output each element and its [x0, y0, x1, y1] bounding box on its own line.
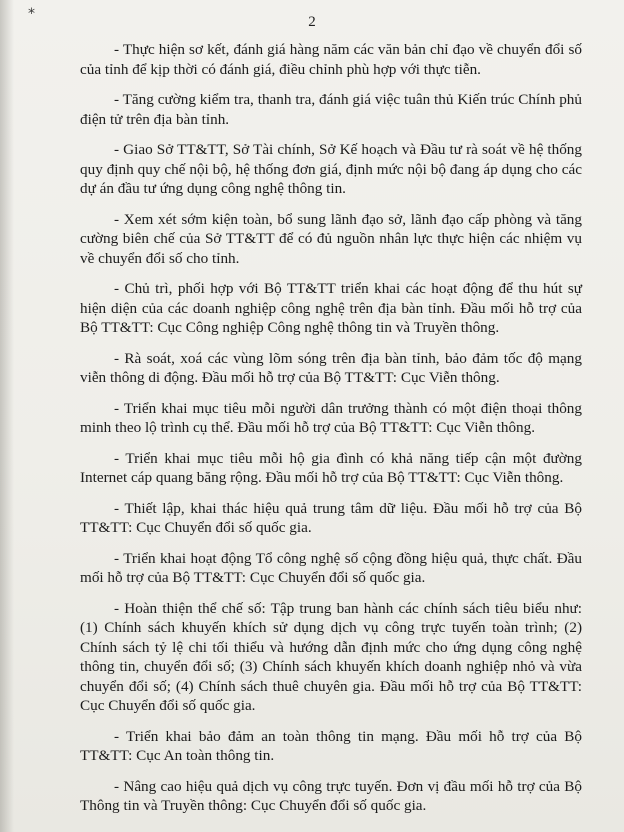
document-body	[80, 40, 582, 827]
paragraph: - Tăng cường kiểm tra, thanh tra, đánh giá việc tuân thủ Kiến trúc Chính phủ điện tử trên địa bàn tỉnh.	[80, 91, 582, 128]
paragraph: - Triển khai bảo đảm an toàn thông tin mạng. Đầu mối hỗ trợ của Bộ TT&TT: Cục An toàn thông tin.	[80, 727, 582, 764]
paragraph: - Xem xét sớm kiện toàn, bổ sung lãnh đạo sở, lãnh đạo cấp phòng và tăng cường biên chế của Sở TT&TT để có đủ nguồn nhân lực thực hiện các nhiệm vụ về chuyển đổi số cho tỉnh.	[80, 210, 582, 267]
corner-mark: *	[28, 6, 35, 22]
paragraph: - Triển khai mục tiêu mỗi người dân trưởng thành có một điện thoại thông minh theo lộ trình cụ thể. Đầu mối hỗ trợ của Bộ TT&TT: Cục Viễn thông.	[80, 399, 582, 436]
paragraph: - Thiết lập, khai thác hiệu quả trung tâm dữ liệu. Đầu mối hỗ trợ của Bộ TT&TT: Cục Chuyển đổi số quốc gia.	[80, 499, 582, 536]
page-number: 2	[308, 14, 316, 30]
paragraph: - Triển khai hoạt động Tổ công nghệ số cộng đồng hiệu quả, thực chất. Đầu mối hỗ trợ của Bộ TT&TT: Cục Chuyển đổi số quốc gia.	[80, 549, 582, 586]
paragraph: - Triển khai mục tiêu mỗi hộ gia đình có khả năng tiếp cận một đường Internet cáp quang băng rộng. Đầu mối hỗ trợ của Bộ TT&TT: Cục Viễn thông.	[80, 449, 582, 486]
paragraph: - Hoàn thiện thể chế số: Tập trung ban hành các chính sách tiêu biểu như: (1) Chính sách khuyến khích sử dụng dịch vụ công trực tuyến toàn trình; (2) Chính sách tỷ lệ chi tối thiểu và hướng dẫn định mức cho ứng dụng công nghệ thông tin, chuyển đổi số; (3) Chính sách khuyến khích doanh nghiệp nhỏ và vừa chuyển đổi số; (4) Chính sách thuê chuyên gia. Đầu mối hỗ trợ của Bộ TT&TT: Cục Chuyển đổi số quốc gia.	[80, 599, 582, 714]
page-edge-shadow	[0, 0, 14, 832]
paragraph: - Rà soát, xoá các vùng lõm sóng trên địa bàn tỉnh, bảo đảm tốc độ mạng viễn thông di động. Đầu mối hỗ trợ của Bộ TT&TT: Cục Viễn thông.	[80, 349, 582, 386]
paragraph: - Chủ trì, phối hợp với Bộ TT&TT triển khai các hoạt động để thu hút sự hiện diện của các doanh nghiệp công nghệ trên địa bàn tỉnh. Đầu mối hỗ trợ của Bộ TT&TT: Cục Công nghiệp Công nghệ thông tin và Truyền thông.	[80, 280, 582, 336]
paragraph: - Thực hiện sơ kết, đánh giá hàng năm các văn bản chỉ đạo về chuyển đổi số của tỉnh để kịp thời có đánh giá, điều chỉnh phù hợp với thực tiễn.	[80, 41, 582, 78]
paragraph: - Giao Sở TT&TT, Sở Tài chính, Sở Kế hoạch và Đầu tư rà soát về hệ thống quy định quy chế nội bộ, hệ thống đơn giá, định mức nội bộ đang áp dụng cho các dự án đầu tư ứng dụng công nghệ thông tin.	[80, 141, 582, 197]
paragraph: - Nâng cao hiệu quả dịch vụ công trực tuyến. Đơn vị đầu mối hỗ trợ của Bộ Thông tin và Truyền thông: Cục Chuyển đổi số quốc gia.	[80, 777, 582, 814]
